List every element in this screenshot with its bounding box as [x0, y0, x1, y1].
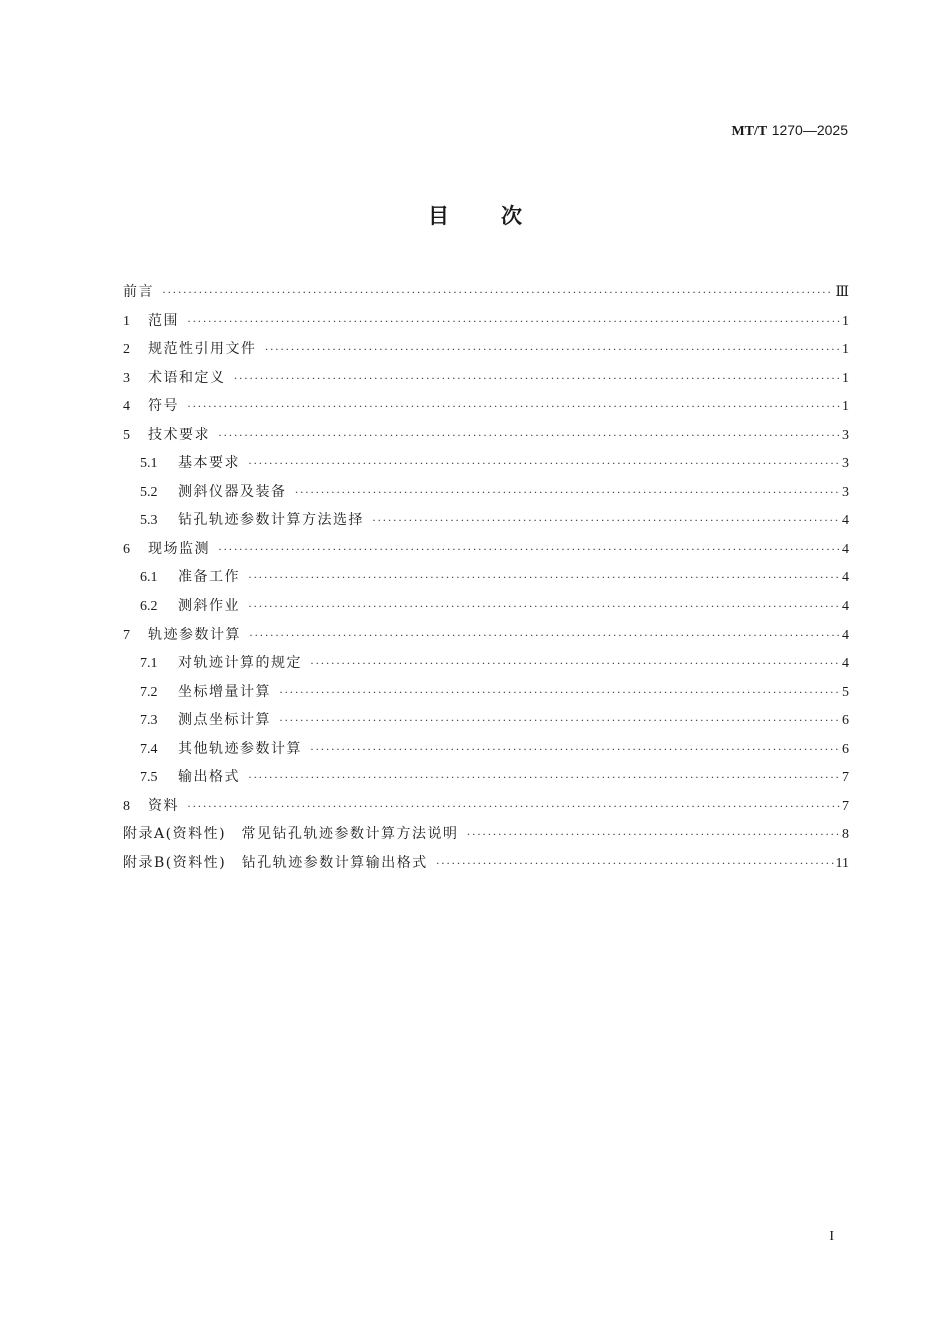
- toc-entry-page: 4: [842, 599, 849, 615]
- toc-leader-dots: [234, 364, 841, 393]
- toc-entry-number: 5: [123, 427, 130, 443]
- toc-leader-dots: [279, 678, 840, 707]
- toc-leader-dots: [295, 478, 841, 507]
- page-title: [0, 203, 950, 229]
- toc-entry-label: 范围: [148, 312, 179, 329]
- page-number: I: [829, 1229, 834, 1244]
- toc-entry-label: 技术要求: [148, 426, 210, 443]
- toc-leader-dots: [187, 792, 840, 821]
- toc-leader-dots: [218, 421, 840, 450]
- toc-entry-label: 前言: [123, 284, 154, 300]
- toc-entry-page: 1: [842, 342, 849, 358]
- table-of-contents: [123, 278, 849, 877]
- toc-entry[interactable]: [123, 535, 849, 564]
- toc-entry-label: 规范性引用文件: [148, 341, 257, 358]
- toc-entry[interactable]: [123, 592, 849, 621]
- toc-leader-dots: [249, 621, 840, 650]
- toc-entry-page: 8: [842, 827, 849, 843]
- toc-leader-dots: [162, 278, 833, 307]
- toc-entry-page: 3: [842, 484, 849, 500]
- title-char-1: 目: [428, 204, 449, 228]
- toc-entry[interactable]: [123, 820, 849, 849]
- toc-entry[interactable]: [123, 478, 849, 507]
- toc-entry[interactable]: [123, 364, 849, 393]
- toc-entry-page: 5: [842, 684, 849, 700]
- toc-leader-dots: [310, 735, 840, 764]
- toc-entry-page: 1: [842, 313, 849, 329]
- toc-entry-number: 6.2: [140, 599, 158, 615]
- toc-entry-label: 资料: [148, 797, 179, 814]
- toc-entry-number: 7.4: [140, 741, 158, 757]
- toc-entry[interactable]: [123, 621, 849, 650]
- toc-entry-page: 4: [842, 656, 849, 672]
- toc-entry-page: 1: [842, 399, 849, 415]
- toc-leader-dots: [436, 849, 834, 878]
- toc-entry-number: 1: [123, 313, 130, 329]
- toc-entry-label: 准备工作: [178, 569, 240, 586]
- toc-entry-label: 坐标增量计算: [178, 683, 271, 700]
- toc-entry-label: 钻孔轨迹参数计算方法选择: [178, 512, 364, 529]
- toc-entry-page: 11: [835, 855, 849, 871]
- toc-entry-page: 7: [842, 770, 849, 786]
- toc-entry-page: 4: [842, 513, 849, 529]
- toc-leader-dots: [310, 649, 840, 678]
- standard-code: [731, 121, 848, 141]
- toc-leader-dots: [265, 335, 841, 364]
- standard-prefix: MT/T: [731, 124, 768, 139]
- toc-leader-dots: [248, 763, 840, 792]
- toc-entry-label: 测斜仪器及装备: [178, 483, 287, 500]
- toc-entry-page: 1: [842, 370, 849, 386]
- toc-entry-number: 2: [123, 342, 130, 358]
- toc-entry-number: 4: [123, 399, 130, 415]
- toc-entry-page: 3: [842, 456, 849, 472]
- toc-leader-dots: [187, 307, 840, 336]
- toc-entry-page: 3: [842, 427, 849, 443]
- toc-entry-label: 术语和定义: [148, 369, 226, 386]
- toc-entry-label: 基本要求: [178, 455, 240, 472]
- toc-entry[interactable]: [123, 763, 849, 792]
- toc-entry-number: 7.5: [140, 770, 158, 786]
- toc-entry[interactable]: [123, 449, 849, 478]
- toc-entry-page: 6: [842, 713, 849, 729]
- toc-entry[interactable]: [123, 792, 849, 821]
- toc-entry-label: 测点坐标计算: [178, 712, 271, 729]
- toc-entry-number: 8: [123, 798, 130, 814]
- toc-entry-page: 7: [842, 798, 849, 814]
- toc-entry[interactable]: [123, 706, 849, 735]
- toc-entry-label: 附录A(资料性) 常见钻孔轨迹参数计算方法说明: [123, 826, 459, 843]
- toc-entry-label: 现场监测: [148, 540, 210, 557]
- toc-entry-label: 输出格式: [178, 769, 240, 786]
- toc-leader-dots: [248, 563, 840, 592]
- toc-entry[interactable]: [123, 849, 849, 878]
- toc-entry[interactable]: [123, 649, 849, 678]
- toc-entry[interactable]: [123, 678, 849, 707]
- toc-entry[interactable]: [123, 563, 849, 592]
- toc-entry-number: 5.2: [140, 484, 158, 500]
- toc-entry-number: 7.3: [140, 713, 158, 729]
- toc-entry-label: 对轨迹计算的规定: [178, 655, 302, 672]
- standard-number: 1270—2025: [771, 122, 848, 138]
- toc-leader-dots: [279, 706, 840, 735]
- toc-leader-dots: [218, 535, 840, 564]
- toc-entry-label: 轨迹参数计算: [148, 626, 241, 643]
- toc-entry[interactable]: [123, 278, 849, 307]
- toc-leader-dots: [187, 392, 840, 421]
- toc-leader-dots: [467, 820, 840, 849]
- toc-entry-number: 5.1: [140, 456, 158, 472]
- toc-entry-page: 4: [842, 541, 849, 557]
- toc-entry[interactable]: [123, 307, 849, 336]
- toc-entry-number: 7.1: [140, 656, 158, 672]
- toc-leader-dots: [248, 592, 840, 621]
- toc-entry-number: 6: [123, 541, 130, 557]
- toc-entry[interactable]: [123, 735, 849, 764]
- toc-entry-label: 其他轨迹参数计算: [178, 740, 302, 757]
- title-char-2: 次: [501, 204, 522, 228]
- toc-leader-dots: [248, 449, 840, 478]
- toc-entry-number: 7: [123, 627, 130, 643]
- toc-entry-page: 6: [842, 741, 849, 757]
- toc-entry-number: 3: [123, 370, 130, 386]
- toc-entry-page: 4: [842, 570, 849, 586]
- toc-entry-page: Ⅲ: [835, 285, 849, 300]
- toc-entry[interactable]: [123, 421, 849, 450]
- toc-entry-number: 5.3: [140, 513, 158, 529]
- toc-entry-label: 测斜作业: [178, 598, 240, 615]
- toc-entry-label: 附录B(资料性) 钻孔轨迹参数计算输出格式: [123, 854, 428, 871]
- toc-entry-label: 符号: [148, 398, 179, 415]
- toc-leader-dots: [372, 506, 840, 535]
- toc-entry-number: 6.1: [140, 570, 158, 586]
- toc-entry[interactable]: [123, 335, 849, 364]
- toc-entry-number: 7.2: [140, 684, 158, 700]
- toc-entry-page: 4: [842, 627, 849, 643]
- toc-entry[interactable]: [123, 392, 849, 421]
- toc-entry[interactable]: [123, 506, 849, 535]
